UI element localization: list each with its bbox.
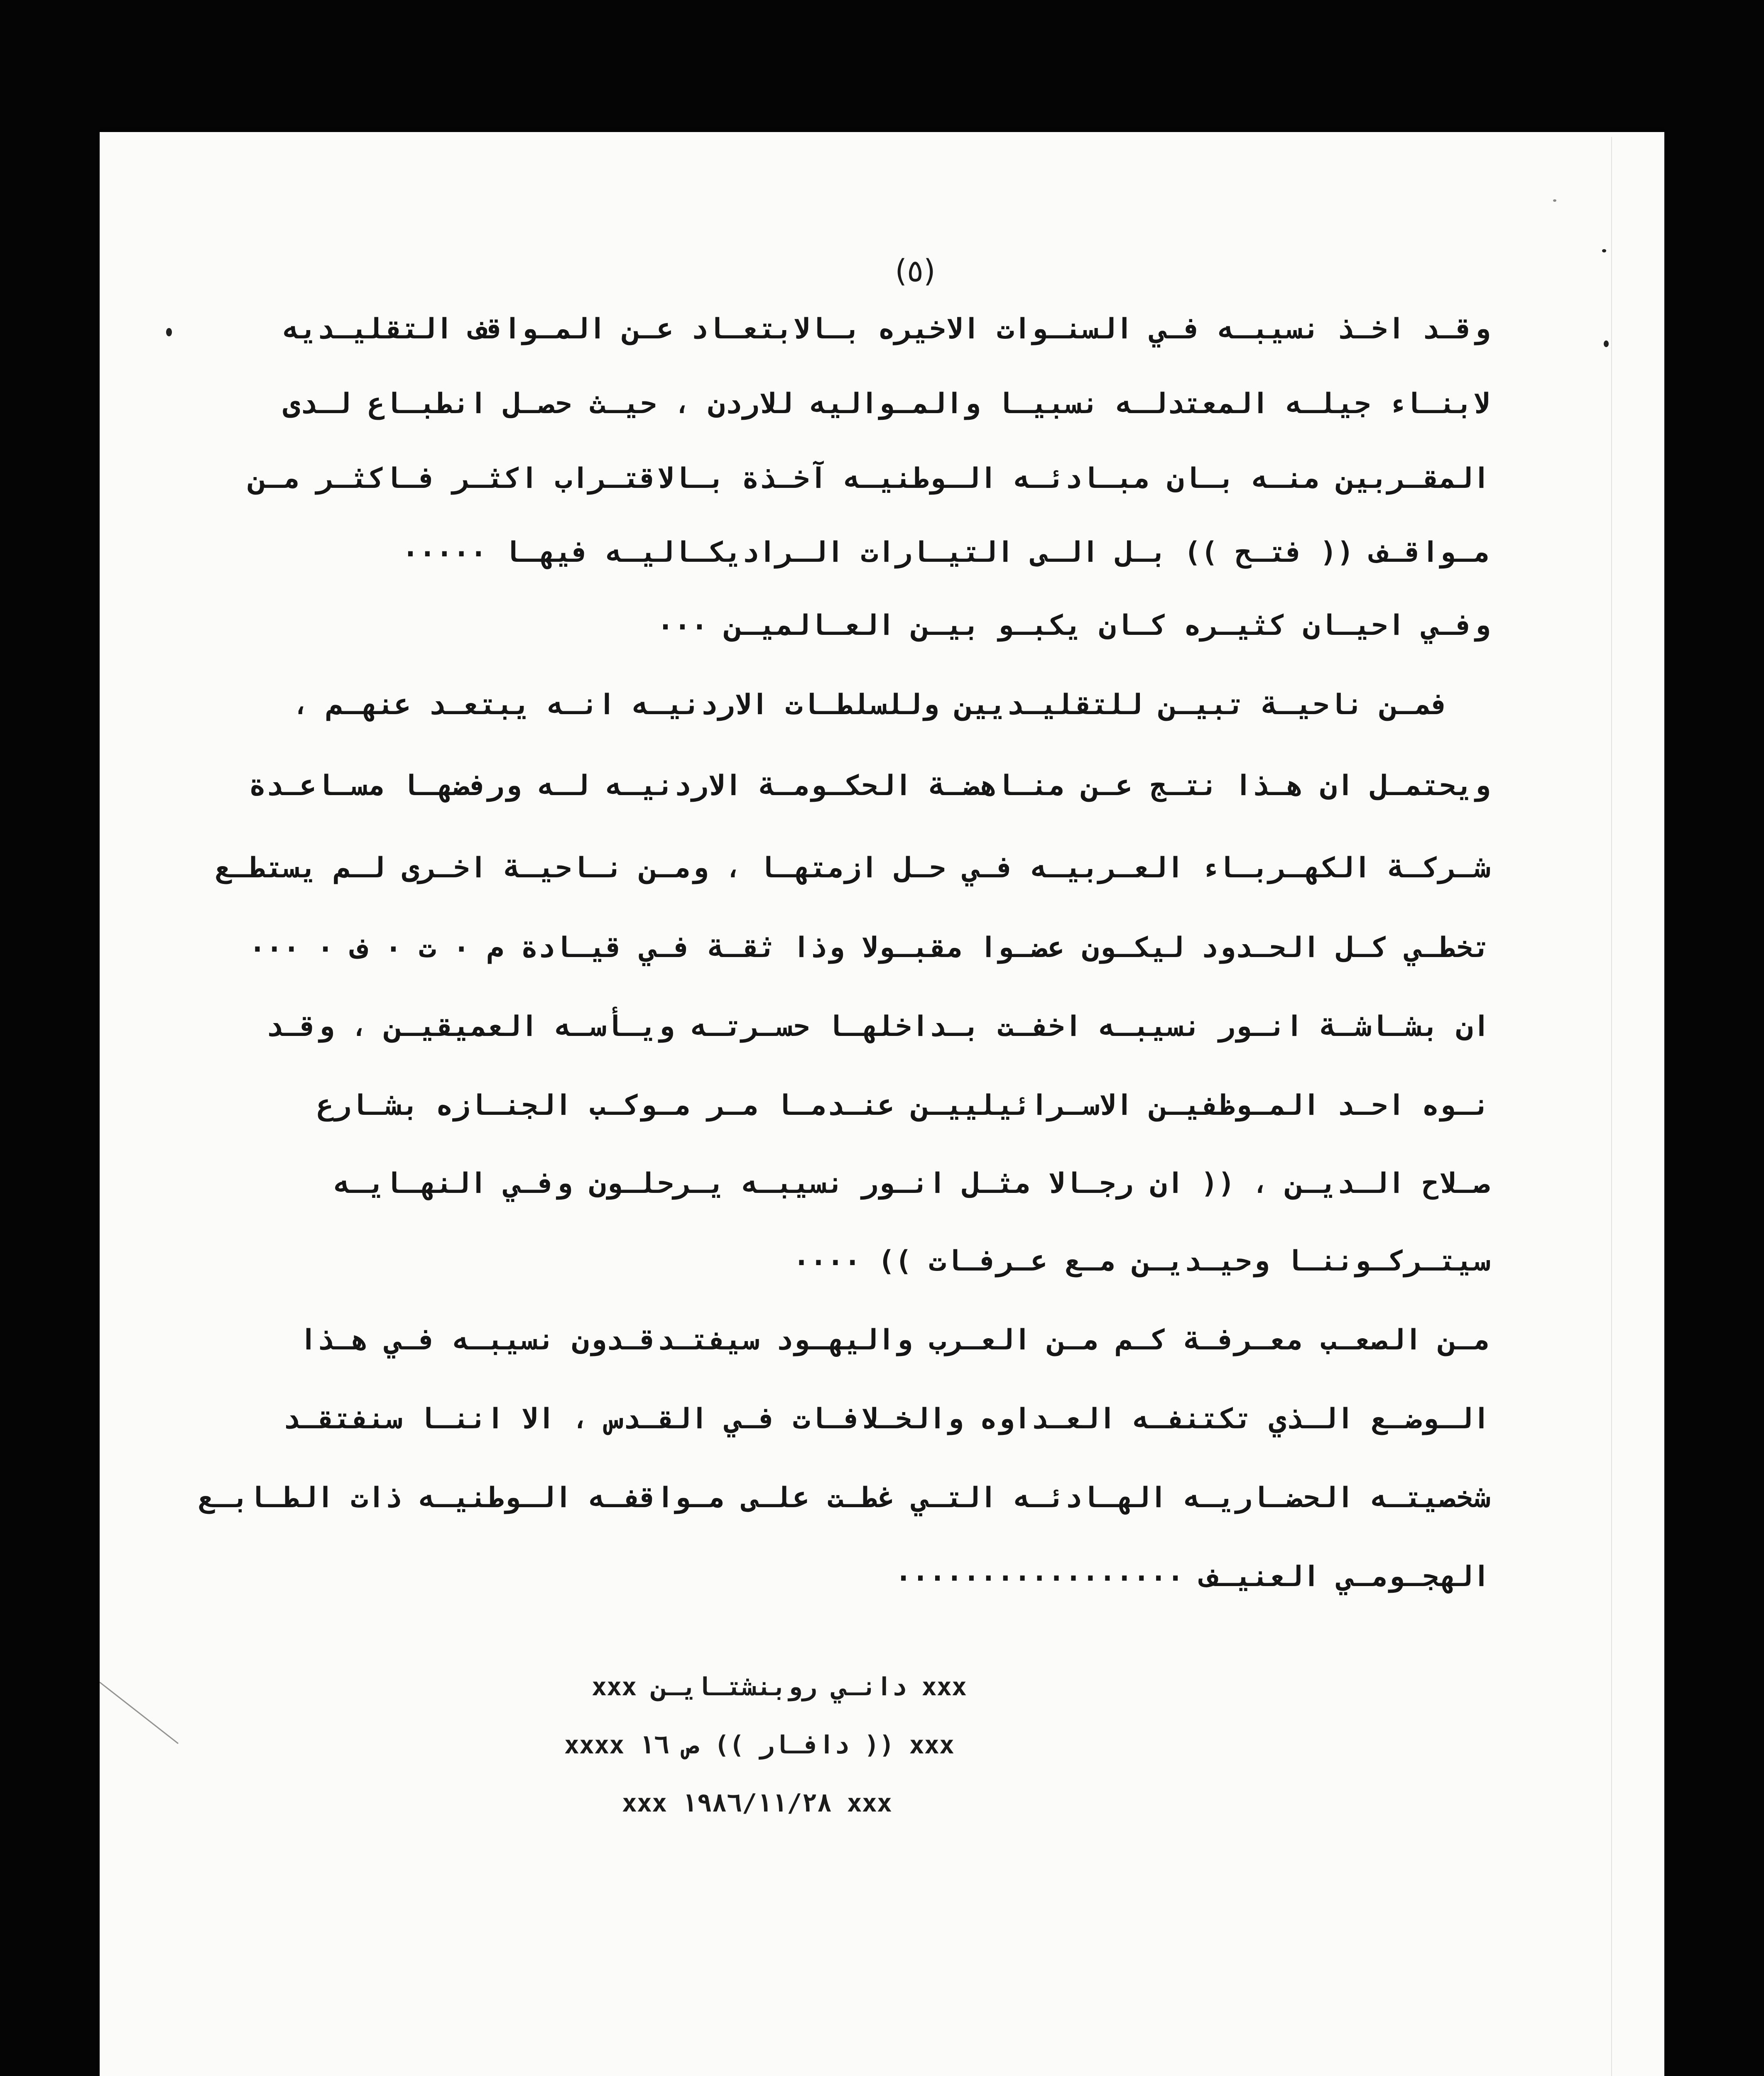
text-line-1: وقـد اخـذ نسيبـه فـي السنـوات الاخيره بـالابتعـاد عـن المـواقف التقليـديه	[283, 313, 1490, 345]
text-line-3: المقـربين منـه بـان مبـادئـه الـوطنيـه آخـذة بـالاقتـراب اكثـر فـاكثـر مـن	[249, 462, 1490, 495]
ink-speck	[166, 328, 172, 336]
signature-source: xxx (( دافـار )) ص ١٦ xxxx	[564, 1731, 954, 1760]
text-line-2: لابنـاء جيلـه المعتدلـه نسبيـا والمـواليه للاردن ، حيـث حصـل انطبـاع لـدى	[283, 387, 1490, 420]
document-page	[100, 132, 1664, 2076]
text-line-16: شخصيتـه الحضـاريـه الهـادئـه التـي غطـت علـى مـواقفـه الـوطنيـه ذات الطـابـع	[198, 1481, 1490, 1514]
text-line-14: مـن الصعـب معـرفـة كـم مـن العـرب واليهـود سيفتـدقـدون نسيبـه فـي هـذا	[300, 1324, 1490, 1356]
text-line-9: تخطـي كـل الحـدود ليكـون عضـوا مقبـولا وذا ثقـة فـي قيـادة م ٠ ت ٠ ف ٠ ٠٠٠	[249, 931, 1490, 964]
text-line-5: وفـي احيـان كثيـره كـان يكبـو بيـن العـالميـن ٠٠٠	[657, 609, 1490, 642]
text-line-7: ويحتمـل ان هـذا نتـج عـن منـاهضـة الحكـومـة الاردنيـه لـه ورفضهـا مسـاعـدة	[249, 769, 1490, 802]
signature-author: xxx دانـي روبنشتـايـن xxx	[591, 1672, 967, 1701]
text-line-11: نـوه احـد المـوظفيـن الاسـرائيلييـن عنـدمـا مـر مـوكـب الجنـازه بشـارع	[317, 1089, 1490, 1122]
text-line-6: فمـن ناحيـة تبيـن للتقليـديين وللسلطـات الاردنيـه انـه يبتعـد عنهـم ،	[292, 688, 1448, 721]
text-line-4: مـواقـف (( فتـح )) بـل الـى التيـارات الـراديكـاليـه فيهـا ٠٠٠٠٠	[402, 536, 1490, 569]
text-line-10: ان بشـاشـة انـور نسيبـه اخفـت بـداخلهـا حسـرتـه ويـأسـه العميقيـن ، وقـد	[266, 1010, 1490, 1043]
paper-fold-edge	[1611, 137, 1612, 2076]
page-number: (٥)	[895, 253, 936, 289]
text-line-15: الـوضـع الـذي تكتنفـه العـداوه والخـلافـات فـي القـدس ، الا اننـا سنفتقـد	[283, 1403, 1490, 1435]
paper-speck	[1553, 199, 1556, 202]
ink-speck	[1604, 340, 1609, 347]
text-line-17: الهجـومـي العنيـف ٠٠٠٠٠٠٠٠٠٠٠٠٠٠٠٠٠	[895, 1560, 1490, 1593]
ink-speck	[1602, 249, 1606, 252]
text-line-8: شـركـة الكهـربـاء العـربيـه فـي حـل ازمتهـا ، ومـن نـاحيـة اخـرى لـم يستطـع	[215, 852, 1490, 884]
text-line-13: سيتـركـوننـا وحيـديـن مـع عـرفـات )) ٠٠٠٠	[793, 1245, 1490, 1278]
text-line-12: صـلاح الـديـن ، (( ان رجـالا مثـل انـور نسيبـه يـرحلـون وفـي النهـايـه	[334, 1167, 1490, 1200]
signature-date: xxx ١٩٨٦/١١/٢٨ xxx	[622, 1789, 892, 1818]
